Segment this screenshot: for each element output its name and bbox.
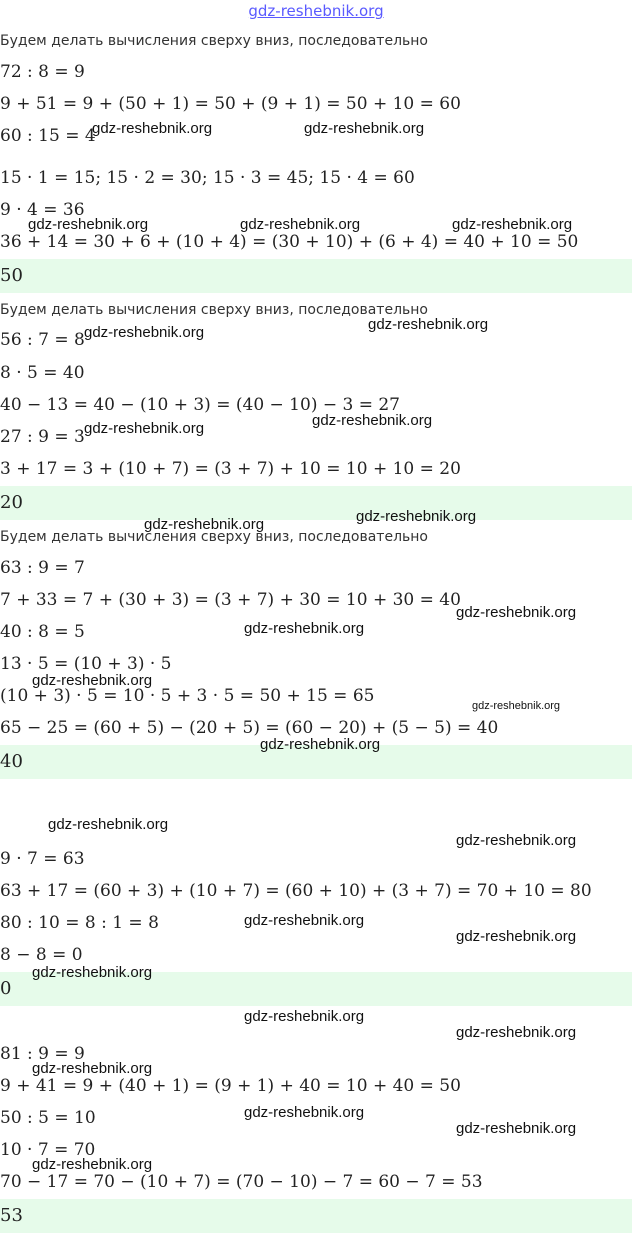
math-line: 65 − 25 = (60 + 5) − (20 + 5) = (60 − 20) + (5 − 5) = 40 — [0, 718, 499, 738]
watermark: gdz-reshebnik.org — [452, 216, 573, 233]
math-line: 36 + 14 = 30 + 6 + (10 + 4) = (30 + 10) + (6 + 4) = 40 + 10 = 50 — [0, 232, 579, 252]
math-line: 56 : 7 = 8 — [0, 330, 85, 350]
watermark: gdz-reshebnik.org — [84, 420, 205, 437]
watermark: gdz-reshebnik.org — [32, 672, 153, 689]
watermark: gdz-reshebnik.org — [356, 508, 477, 525]
math-line: 40 − 13 = 40 − (10 + 3) = (40 − 10) − 3 = 27 — [0, 395, 400, 415]
watermark: gdz-reshebnik.org — [456, 1120, 577, 1137]
math-line: 81 : 9 = 9 — [0, 1044, 85, 1064]
watermark: gdz-reshebnik.org — [28, 216, 149, 233]
watermark: gdz-reshebnik.org — [144, 516, 265, 533]
watermark: gdz-reshebnik.org — [456, 832, 577, 849]
answer-box: 50 — [0, 259, 632, 293]
watermark: gdz-reshebnik.org — [472, 700, 561, 712]
watermark: gdz-reshebnik.org — [92, 120, 213, 137]
watermark: gdz-reshebnik.org — [244, 1104, 365, 1121]
watermark: gdz-reshebnik.org — [48, 816, 169, 833]
math-line: 3 + 17 = 3 + (10 + 7) = (3 + 7) + 10 = 10 + 10 = 20 — [0, 459, 461, 479]
math-line: 50 : 5 = 10 — [0, 1108, 96, 1128]
answer-box: 20 — [0, 486, 632, 520]
math-line: 8 · 5 = 40 — [0, 363, 85, 383]
math-line: 60 : 15 = 4 — [0, 126, 96, 146]
intro-text: Будем делать вычисления сверху вниз, последовательно — [0, 529, 428, 545]
math-line: 7 + 33 = 7 + (30 + 3) = (3 + 7) + 30 = 10 + 30 = 40 — [0, 590, 461, 610]
math-line: 9 · 4 = 36 — [0, 200, 85, 220]
watermark: gdz-reshebnik.org — [456, 1024, 577, 1041]
math-line: 13 · 5 = (10 + 3) · 5 — [0, 654, 172, 674]
watermark: gdz-reshebnik.org — [244, 912, 365, 929]
watermark: gdz-reshebnik.org — [368, 316, 489, 333]
answer-box: 40 — [0, 745, 632, 779]
watermark: gdz-reshebnik.org — [32, 1060, 153, 1077]
answer-box: 53 — [0, 1199, 632, 1233]
answer-box: 0 — [0, 972, 632, 1006]
site-link[interactable]: gdz-reshebnik.org — [248, 2, 384, 20]
math-line: 27 : 9 = 3 — [0, 427, 85, 447]
intro-text: Будем делать вычисления сверху вниз, последовательно — [0, 302, 428, 318]
math-line: 80 : 10 = 8 : 1 = 8 — [0, 913, 159, 933]
watermark: gdz-reshebnik.org — [244, 620, 365, 637]
watermark: gdz-reshebnik.org — [240, 216, 361, 233]
watermark: gdz-reshebnik.org — [32, 1156, 153, 1173]
math-line: 63 : 9 = 7 — [0, 558, 85, 578]
watermark: gdz-reshebnik.org — [456, 928, 577, 945]
math-line: 8 − 8 = 0 — [0, 945, 83, 965]
watermark: gdz-reshebnik.org — [456, 604, 577, 621]
watermark: gdz-reshebnik.org — [304, 120, 425, 137]
watermark: gdz-reshebnik.org — [84, 324, 205, 341]
watermark: gdz-reshebnik.org — [32, 964, 153, 981]
math-line: 15 · 1 = 15; 15 · 2 = 30; 15 · 3 = 45; 15 · 4 = 60 — [0, 168, 415, 188]
math-line: 72 : 8 = 9 — [0, 62, 85, 82]
math-line: 9 · 7 = 63 — [0, 849, 85, 869]
watermark: gdz-reshebnik.org — [260, 736, 381, 753]
math-line: 70 − 17 = 70 − (10 + 7) = (70 − 10) − 7 = 60 − 7 = 53 — [0, 1172, 483, 1192]
watermark: gdz-reshebnik.org — [312, 412, 433, 429]
math-line: 9 + 41 = 9 + (40 + 1) = (9 + 1) + 40 = 10 + 40 = 50 — [0, 1076, 461, 1096]
watermark: gdz-reshebnik.org — [244, 1008, 365, 1025]
intro-text: Будем делать вычисления сверху вниз, последовательно — [0, 33, 428, 49]
math-line: 10 · 7 = 70 — [0, 1140, 96, 1160]
math-line: 9 + 51 = 9 + (50 + 1) = 50 + (9 + 1) = 50 + 10 = 60 — [0, 94, 461, 114]
math-line: 63 + 17 = (60 + 3) + (10 + 7) = (60 + 10) + (3 + 7) = 70 + 10 = 80 — [0, 881, 592, 901]
math-line: 40 : 8 = 5 — [0, 622, 85, 642]
math-line: (10 + 3) · 5 = 10 · 5 + 3 · 5 = 50 + 15 = 65 — [0, 686, 375, 706]
